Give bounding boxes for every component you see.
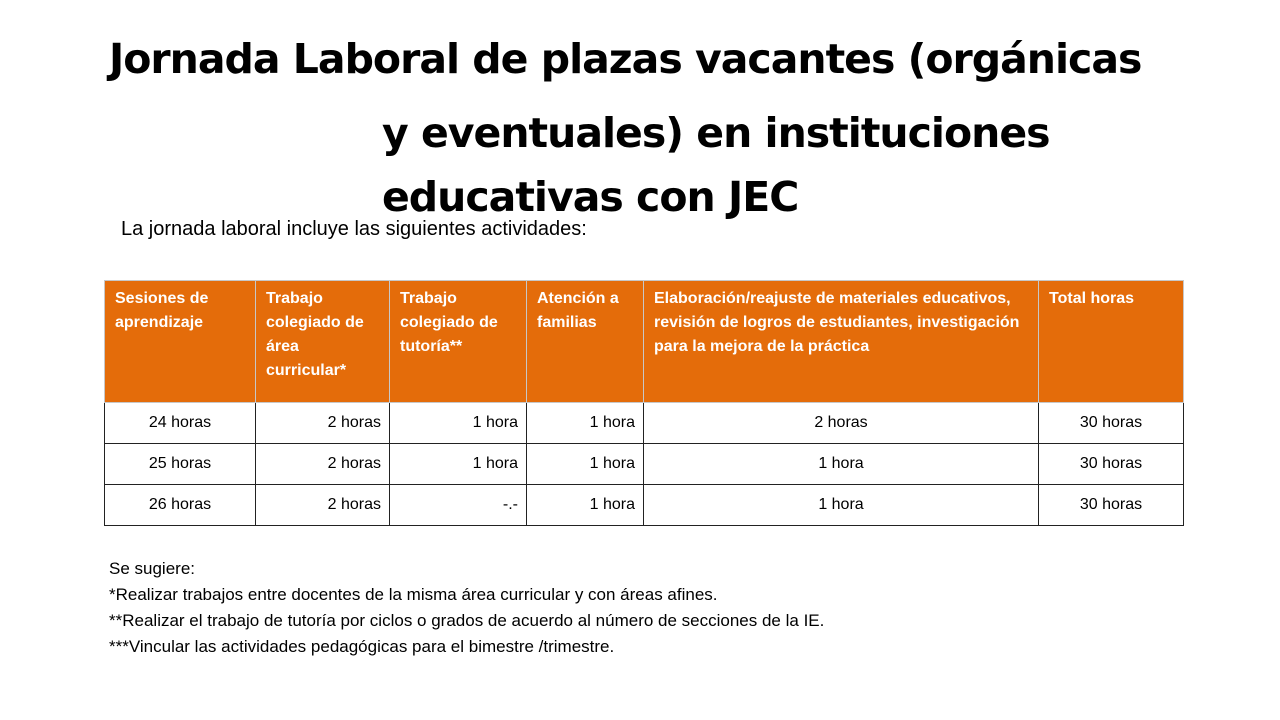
header-trabajo-area-curricular: Trabajo colegiado de área curricular* xyxy=(256,281,390,403)
header-trabajo-tutoria: Trabajo colegiado de tutoría** xyxy=(390,281,527,403)
table-cell: 1 hora xyxy=(644,485,1039,526)
table-row xyxy=(105,403,1184,444)
table-cell: 1 hora xyxy=(644,444,1039,485)
table-cell: 30 horas xyxy=(1039,485,1184,526)
table-row xyxy=(105,444,1184,485)
slide-title-line-2: y eventuales) en instituciones xyxy=(382,109,1050,157)
table-cell: 30 horas xyxy=(1039,403,1184,444)
notes-heading: Se sugiere: xyxy=(109,559,195,578)
table-row xyxy=(105,485,1184,526)
table-cell: 2 horas xyxy=(256,485,390,526)
workday-hours-table xyxy=(104,280,1184,526)
slide-title-line-1: Jornada Laboral de plazas vacantes (orgánicas xyxy=(109,35,1142,83)
intro-text: La jornada laboral incluye las siguientes actividades: xyxy=(121,218,587,240)
note-area-curricular: *Realizar trabajos entre docentes de la misma área curricular y con áreas afines. xyxy=(109,585,718,604)
table-cell: -.- xyxy=(390,485,527,526)
table-cell: 30 horas xyxy=(1039,444,1184,485)
table-cell: 2 horas xyxy=(256,403,390,444)
table-cell: 1 hora xyxy=(527,444,644,485)
table-header-row xyxy=(105,281,1184,403)
header-elaboracion-materiales: Elaboración/reajuste de materiales educativos, revisión de logros de estudiantes, investigación para la mejora de la práctica xyxy=(644,281,1039,403)
header-atencion-familias: Atención a familias xyxy=(527,281,644,403)
table-cell: 1 hora xyxy=(527,403,644,444)
note-actividades-pedagogicas: ***Vincular las actividades pedagógicas para el bimestre /trimestre. xyxy=(109,637,615,656)
table-cell: 25 horas xyxy=(105,444,256,485)
table-cell: 2 horas xyxy=(256,444,390,485)
slide-title-line-3: educativas con JEC xyxy=(382,173,799,221)
table-cell: 2 horas xyxy=(644,403,1039,444)
table-cell: 24 horas xyxy=(105,403,256,444)
suggestions-notes xyxy=(109,556,824,660)
header-sesiones-aprendizaje: Sesiones de aprendizaje xyxy=(105,281,256,403)
note-tutoria: **Realizar el trabajo de tutoría por ciclos o grados de acuerdo al número de secciones de la IE. xyxy=(109,611,825,630)
table-cell: 26 horas xyxy=(105,485,256,526)
header-total-horas: Total horas xyxy=(1039,281,1184,403)
table-cell: 1 hora xyxy=(390,444,527,485)
table-cell: 1 hora xyxy=(390,403,527,444)
table-cell: 1 hora xyxy=(527,485,644,526)
